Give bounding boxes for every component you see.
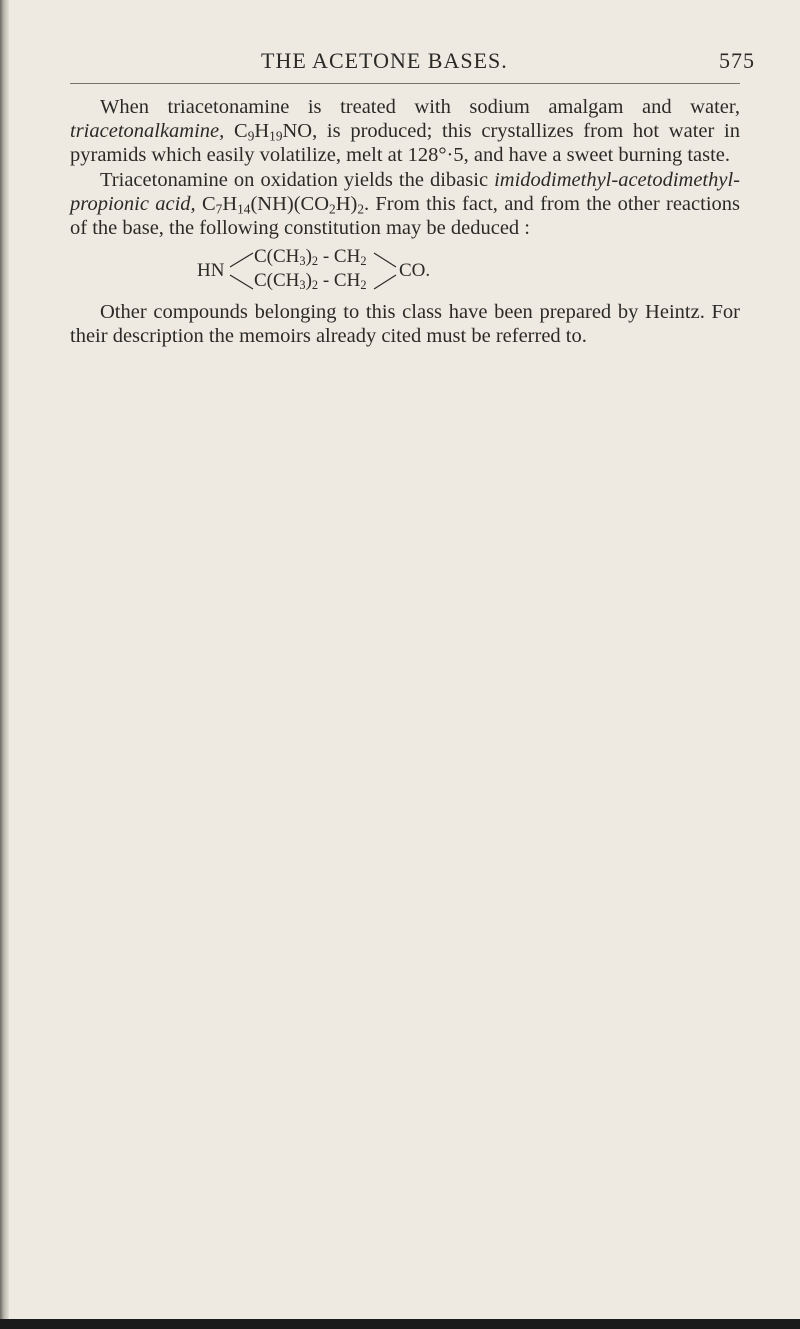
body-text — [70, 95, 740, 349]
formula-lower-chain: $C(CH_3)_2 - CH_2$ — [254, 270, 367, 293]
compound-name-propionic-acid: imidodimethyl-acetodimethyl-propionic acid, — [70, 168, 740, 215]
book-page — [55, 48, 755, 348]
formula-upper-chain: $C(CH_3)_2 - CH_2$ — [254, 246, 367, 269]
structural-formula — [70, 244, 740, 298]
paragraph-triacetonalkamine: When triacetonamine is treated with sodium amalgam and water, triacetonalkamine, $C_9H_{19}NO$, is produced; this crystallizes from hot water in pyramids which easily volatilize, melt at 128°·5, and have a sweet burning taste. — [70, 96, 740, 167]
compound-name-triacetonalkamine: triacetonalkamine, — [70, 120, 225, 143]
formula-carbonyl-group: CO. — [399, 260, 431, 282]
running-header — [55, 48, 755, 78]
formula-imino-group: HN — [197, 260, 225, 282]
page-bottom-edge — [0, 1319, 800, 1329]
running-title: THE ACETONE BASES. — [261, 48, 508, 73]
paragraph-other-compounds: Other compounds belonging to this class have been prepared by Heintz. For their description the memoirs already cited must be referred to. — [70, 301, 740, 348]
formula-bond-lines — [70, 244, 430, 298]
paragraph-oxidation: Triacetonamine on oxidation yields the dibasic imidodimethyl-acetodimethyl-propionic acid, $C_7H_{14}(NH)(CO_2H)_2$. From this fact, and from the other reactions of the base, the following constitution may be deduced : — [70, 168, 740, 240]
page-binding-edge — [0, 0, 9, 1329]
header-rule — [70, 83, 740, 84]
page-number: 575 — [719, 48, 755, 73]
